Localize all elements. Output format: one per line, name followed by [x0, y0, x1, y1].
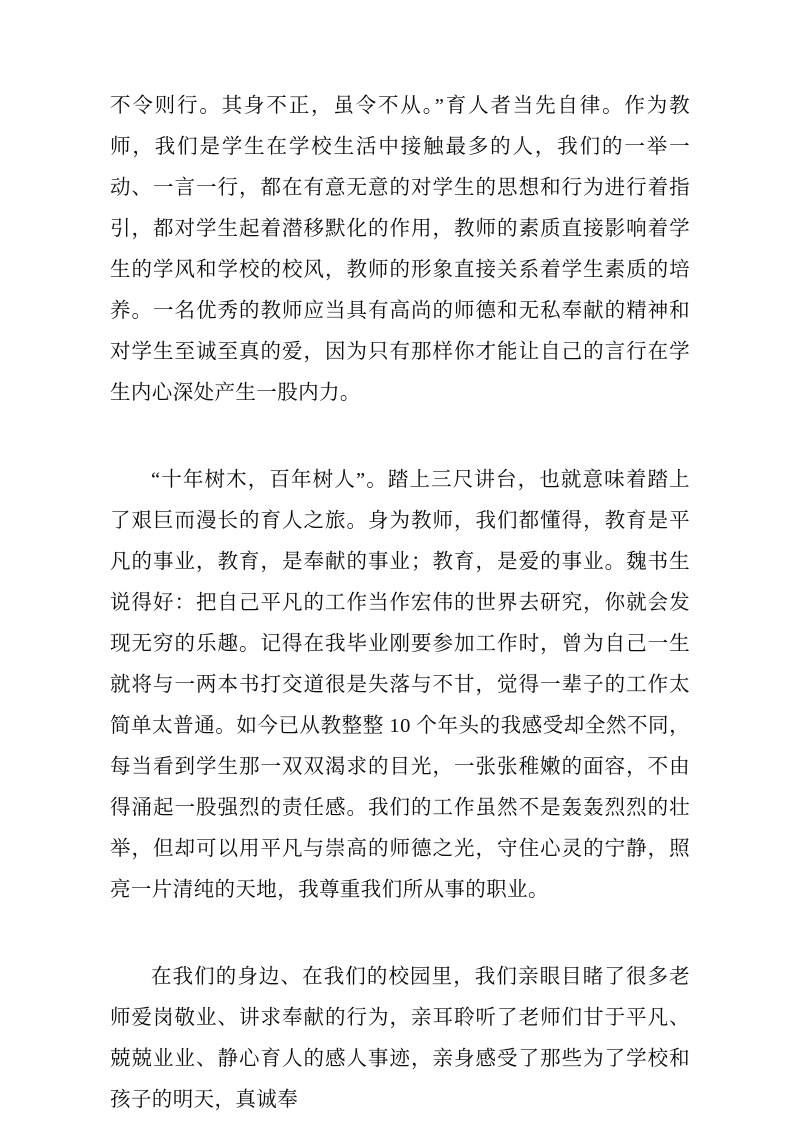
- document-text-body: [110, 86, 690, 1145]
- paragraph-spacer-1: [110, 438, 690, 460]
- paragraph-spacer-2: [110, 935, 690, 957]
- paragraph-1: 不令则行。其身不正，虽令不从。”育人者当先自律。作为教师，我们是学生在学校生活中接触最多的人，我们的一举一动、一言一行，都在有意无意的对学生的思想和行为进行着指引，都对学生起着潜移默化的作用，教师的素质直接影响着学生的学风和学校的校风，教师的形象直接关系着学生素质的培养。一名优秀的教师应当具有高尚的师德和无私奉献的精神和对学生至诚至真的爱，因为只有那样你才能让自己的言行在学生内心深处产生一股内力。: [110, 95, 690, 404]
- paragraph-2: “十年树木，百年树人”。踏上三尺讲台，也就意味着踏上了艰巨而漫长的育人之旅。身为教师，我们都懂得，教育是平凡的事业，教育，是奉献的事业；教育，是爱的事业。魏书生说得好：把自己平凡的工作当作宏伟的世界去研究，你就会发现无穷的乐趣。记得在我毕业刚要参加工作时，曾为自己一生就将与一两本书打交道很是失落与不甘，觉得一辈子的工作太简单太普通。如今已从教整整 10 个年头的我感受却全然不同，每当看到学生那一双双渴求的目光，一张张稚嫩的面容，不由得涌起一股强烈的责任感。我们的工作虽然不是轰轰烈烈的壮举，但却可以用平凡与崇高的师德之光，守住心灵的宁静，照亮一片清纯的天地，我尊重我们所从事的职业。: [110, 469, 690, 901]
- paragraph-3: 在我们的身边、在我们的校园里，我们亲眼目睹了很多老师爱岗敬业、讲求奉献的行为，亲耳聆听了老师们甘于平凡、兢兢业业、静心育人的感人事迹，亲身感受了那些为了学校和孩子的明天，真诚奉: [110, 966, 690, 1111]
